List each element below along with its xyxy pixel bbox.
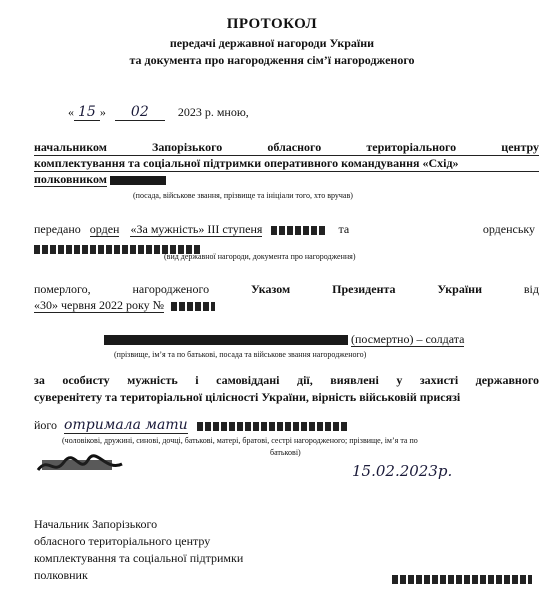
footer-redacted-name [392, 570, 532, 588]
document-subtitle-line2: та документа про нагородження сім’ї нагородженого [129, 53, 415, 67]
date-line: « 15 » 02 2023 р. мною, [68, 104, 249, 120]
award-name: «За мужність» III ступеня [130, 222, 263, 236]
official-caption: (посада, військове звання, прізвище та ініціали того, хто вручав) [133, 191, 353, 200]
decree-word-4: Президента [332, 282, 396, 296]
award-doc-word: орденську [482, 222, 535, 236]
redacted-number [271, 226, 325, 235]
redacted-signature [36, 452, 126, 478]
official-rank: полковником [34, 172, 107, 186]
award-caption: (вид державної нагороди, документа про нагородження) [164, 252, 356, 261]
official-line2: комплектування та соціальної підтримки оперативного командування «Схід» [34, 156, 539, 172]
recipient-suffix: (посмертно) – солдата [351, 332, 465, 346]
footer-line4: полковник [34, 568, 88, 582]
award-line [34, 222, 539, 237]
redacted-relative-name [197, 422, 347, 431]
redacted-recipient-name [104, 335, 348, 345]
recipient-line [104, 332, 464, 347]
document-title: ПРОТОКОЛ [226, 16, 318, 32]
award-and: та [338, 222, 350, 236]
decree-word-5: України [437, 282, 482, 296]
date-month: 02 [115, 104, 165, 121]
decree-word-2: нагородженого [132, 282, 210, 296]
relative-caption-line1: (чоловікові, дружині, синові, дочці, батькові, матері, братові, сестрі нагородженого; прізвище, ім’я та по [62, 436, 418, 445]
redacted-name [110, 176, 166, 185]
recipient-caption: (прізвище, ім’я та по батькові, посада та військове звання нагородженого) [114, 350, 367, 359]
relative-line [34, 417, 347, 433]
footer-line3: комплектування та соціальної підтримки [34, 551, 244, 565]
official-line3 [34, 172, 166, 187]
decree-line2 [34, 298, 215, 313]
decree-word-1: померлого, [34, 282, 91, 296]
relative-handwritten: отримала мати [64, 417, 188, 433]
date-year-text: 2023 р. мною, [177, 105, 249, 119]
reason-line1: за особисту мужність і самовіддані дії, виявлені у захисті державного [34, 373, 539, 387]
redacted-decree-number [171, 302, 215, 311]
date-day: 15 [74, 104, 100, 121]
reason-line2: суверенітету та територіальної цілісності України, вірність військовій присязі [34, 390, 461, 404]
official-line1: начальником Запорізького обласного територіального центру [34, 140, 539, 154]
relative-prefix: його [34, 418, 58, 432]
document-subtitle-line1: передачі державної нагороди України [169, 36, 375, 50]
footer-line2: обласного територіального центру [34, 534, 211, 548]
award-prefix: передано [34, 222, 81, 236]
award-order-word: орден [89, 222, 120, 236]
footer-line1: Начальник Запорізького [34, 517, 158, 531]
decree-date: «30» червня 2022 року № [34, 298, 165, 312]
decree-line1 [34, 282, 539, 297]
decree-word-6: від [523, 282, 539, 296]
signature-date: 15.02.2023р. [352, 462, 453, 480]
redacted-footer-name [392, 575, 532, 584]
relative-caption-line2: батькові) [270, 448, 301, 457]
decree-word-3: Указом [250, 282, 291, 296]
